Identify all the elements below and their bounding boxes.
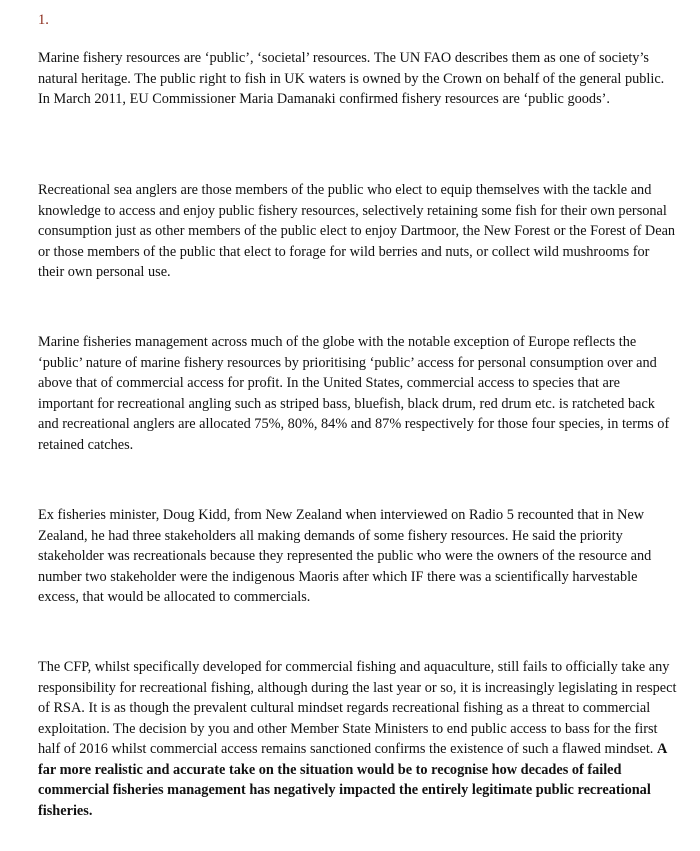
paragraph-cfp — [38, 657, 678, 821]
paragraph-public-resources: Marine fishery resources are ‘public’, ‘societal’ resources. The UN FAO describes them as one of society’s natural heritage. The public right to fish in UK waters is owned by the Crown on behalf of the general public. In March 2011, EU Commissioner Maria Damanaki confirmed fishery resources are ‘public goods’. — [38, 50, 665, 107]
cfp-bold-conclusion: A far more realistic and accurate take on the situation would be to recognise how decades of failed commercial fisheries management has negatively impacted the entirely legitimate public recreational fisheries. — [38, 741, 667, 819]
paragraph-global-management: Marine fisheries management across much of the globe with the notable exception of Europe reflects the ‘public’ nature of marine fishery resources by prioritising ‘public’ access for personal consumption over and above that of commercial access for profit. In the United States, commercial access to species that are important for recreational angling such as striped bass, bluefish, black drum, red drum etc. is ratcheted back and recreational anglers are allocated 75%, 80%, 84% and 87% respectively for those four species, in terms of retained catches. — [38, 334, 670, 453]
paragraph-new-zealand: Ex fisheries minister, Doug Kidd, from New Zealand when interviewed on Radio 5 recounted that in New Zealand, he had three stakeholders all making demands of some fishery resources. He said the priority stakeholder was recreationals because they represented the public who were the owners of the resource and number two stakeholder were the indigenous Maoris after which IF there was a scientifically harvestable excess, that would be allocated to commercials. — [38, 507, 652, 605]
section-number: 1. — [38, 12, 49, 28]
paragraph-recreational-anglers: Recreational sea anglers are those members of the public who elect to equip themselves with the tackle and knowledge to access and enjoy public fishery resources, selectively retaining some fish for their own personal consumption just as other members of the public elect to enjoy Dartmoor, the New Forest or the Forest of Dean or those members of the public that elect to forage for wild berries and nuts, or collect wild mushrooms for their own personal use. — [38, 182, 676, 280]
cfp-text: The CFP, whilst specifically developed for commercial fishing and aquaculture, still fails to officially take any responsibility for recreational fishing, although during the last year or so, it is increasingly legislating in respect of RSA. It is as though the prevalent cultural mindset regards recreational fishing as a threat to commercial exploitation. The decision by you and other Member State Ministers to end public access to bass for the first half of 2016 whilst commercial access remains sanctioned confirms the existence of such a flawed mindset. — [38, 659, 677, 757]
